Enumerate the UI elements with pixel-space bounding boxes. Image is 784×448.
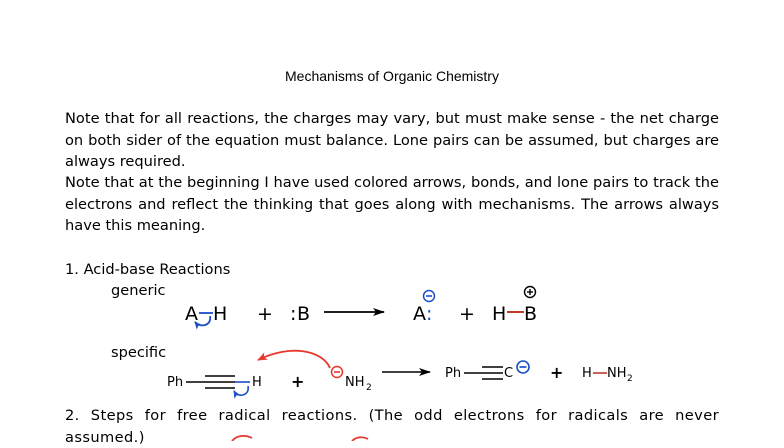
page-title: Mechanisms of Organic Chemistry — [285, 68, 499, 84]
generic-lone-pair: : — [290, 303, 297, 325]
specific-red-curved-arrow — [258, 351, 330, 368]
specific-product-c: C — [504, 366, 514, 381]
paragraph-charges-note: Note that for all reactions, the charges may vary, but must make sense - the net charge on both sider of the equation must balance. Lone pairs can be assumed, but charges are always required. — [65, 110, 719, 170]
specific-label: specific — [111, 344, 167, 361]
specific-plus-2: + — [550, 363, 564, 382]
generic-reactant-h: H — [213, 303, 228, 325]
specific-nh-subscript: 2 — [366, 383, 372, 393]
generic-product-b: B — [524, 303, 538, 325]
generic-label: generic — [111, 282, 166, 299]
generic-reactant-a: A — [185, 303, 198, 325]
generic-product-a: A — [413, 303, 426, 325]
specific-h: H — [252, 375, 262, 390]
generic-product-lone-pair: : — [426, 303, 433, 325]
specific-product-nh: NH — [607, 366, 627, 381]
generic-plus-1: + — [257, 303, 273, 325]
specific-product-h: H — [582, 366, 592, 381]
specific-ph-1: Ph — [167, 375, 184, 390]
paragraph-arrows-note: Note that at the beginning I have used colored arrows, bonds, and lone pairs to track the electrons and reflect the thinking that goes along with mechanisms. The arrows always have this meaning. — [65, 174, 719, 234]
generic-plus-2: + — [459, 303, 475, 325]
specific-plus-1: + — [291, 372, 305, 391]
specific-equation — [167, 351, 633, 395]
section-heading-acid-base: 1. Acid-base Reactions — [65, 261, 231, 278]
specific-product-nh-subscript: 2 — [627, 374, 633, 384]
generic-reactant-b: B — [297, 303, 311, 325]
specific-nh: NH — [345, 375, 365, 390]
generic-equation — [185, 287, 537, 326]
specific-blue-curved-arrow — [234, 386, 248, 395]
section-heading-radical: 2. Steps for free radical reactions. (The odd electrons for radicals are never assumed.) — [65, 407, 719, 446]
generic-product-h: H — [492, 303, 507, 325]
specific-ph-2: Ph — [445, 366, 462, 381]
